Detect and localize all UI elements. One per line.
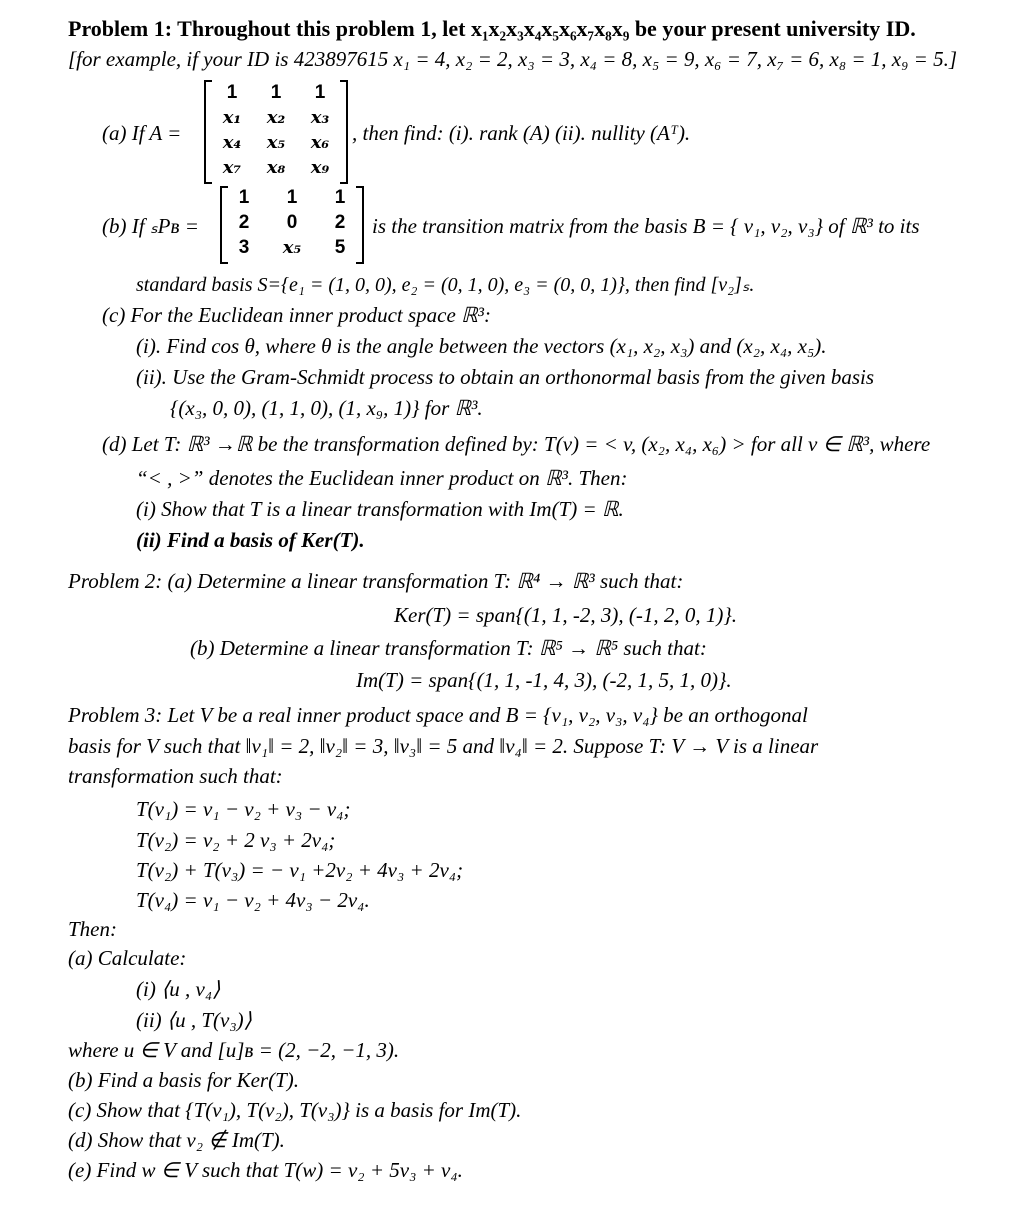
- problem-3-e: (e) Find w ∈ V such that T(w) = v₂ + 5v₃ + v₄.: [68, 1158, 463, 1182]
- part-b-question-cont: standard basis S={e₁ = (1, 0, 0), e₂ = (0, 1, 0), e₃ = (0, 0, 1)}, then find [v₂]ₛ.: [136, 274, 755, 296]
- matrix-a-cell: x₈: [266, 157, 286, 178]
- matrix-b-cell: 0: [286, 212, 298, 233]
- matrix-a-cell: x₁: [222, 107, 242, 128]
- part-d-ii: (ii) Find a basis of Ker(T).: [136, 528, 365, 552]
- matrix-a-cell: 1: [226, 82, 238, 103]
- problem-3-where: where u ∈ V and [u]ʙ = (2, −2, −1, 3).: [68, 1038, 400, 1062]
- then-label: Then:: [68, 917, 117, 941]
- matrix-b-cell: 5: [334, 237, 346, 258]
- matrix-a-cell: x₉: [310, 157, 330, 178]
- part-c-ii: (ii). Use the Gram-Schmidt process to obtain an orthonormal basis from the given basis: [136, 365, 875, 389]
- problem-3-a-i: (i) ⟨u , v₄⟩: [136, 977, 221, 1001]
- part-a-question: , then find: (i). rank (A) (ii). nullity (Aᵀ).: [352, 121, 691, 145]
- equation-4: T(v₄) = v₁ − v₂ + 4v₃ − 2v₄.: [136, 888, 370, 912]
- problem-3-heading: Problem 3: Let V be a real inner product space and B = {v₁, v₂, v₃, v₄} be an orthogonal: [68, 703, 808, 727]
- part-a-prefix: (a) If A =: [102, 121, 182, 145]
- matrix-a: [204, 80, 348, 184]
- problem-2-heading: Problem 2: (a) Determine a linear transformation T: ℝ⁴ → ℝ³ such that:: [68, 569, 684, 593]
- matrix-a-cell: x₄: [222, 132, 242, 153]
- matrix-b-cell: 1: [334, 187, 346, 208]
- problem-3-b: (b) Find a basis for Ker(T).: [68, 1068, 299, 1092]
- problem-3-a-ii: (ii) ⟨u , T(v₃)⟩: [136, 1008, 252, 1032]
- part-d: (d) Let T: ℝ³ →ℝ be the transformation defined by: T(v) = < v, (x₂, x₄, x₆) > for all v ∈ ℝ³, where: [102, 432, 931, 456]
- matrix-a-cell: 1: [270, 82, 282, 103]
- equation-3: T(v₂) + T(v₃) = − v₁ +2v₂ + 4v₃ + 2v₄;: [136, 858, 464, 882]
- problem-2-b-im: Im(T) = span{(1, 1, -1, 4, 3), (-2, 1, 5, 1, 0)}.: [356, 668, 732, 692]
- problem-3-c: (c) Show that {T(v₁), T(v₂), T(v₃)} is a basis for Im(T).: [68, 1098, 522, 1122]
- problem-3-line-2: basis for V such that ‖v₁‖ = 2, ‖v₂‖ = 3, ‖v₃‖ = 5 and ‖v₄‖ = 2. Suppose T: V → V is a linear: [68, 734, 819, 758]
- problem-3-d: (d) Show that v₂ ∉ Im(T).: [68, 1128, 285, 1152]
- problem-2-b: (b) Determine a linear transformation T: ℝ⁵ → ℝ⁵ such that:: [190, 636, 707, 660]
- matrix-a-cell: 1: [314, 82, 326, 103]
- matrix-a-cell: x₂: [266, 107, 286, 128]
- equation-2: T(v₂) = v₂ + 2 v₃ + 2v₄;: [136, 828, 336, 852]
- matrix-b-cell: 2: [334, 212, 346, 233]
- matrix-a-cell: x₅: [266, 132, 286, 153]
- part-c-i: (i). Find cos θ, where θ is the angle between the vectors (x₁, x₂, x₃) and (x₂, x₄, x₅).: [136, 334, 827, 358]
- matrix-b-cell: 2: [238, 212, 250, 233]
- equation-1: T(v₁) = v₁ − v₂ + v₃ − v₄;: [136, 797, 351, 821]
- part-d-i: (i) Show that T is a linear transformation with Im(T) = ℝ.: [136, 497, 624, 521]
- matrix-b-cell: 1: [286, 187, 298, 208]
- matrix-b-cell: 1: [238, 187, 250, 208]
- problem-1-example: [for example, if your ID is 423897615 x₁ = 4, x₂ = 2, x₃ = 3, x₄ = 8, x₅ = 9, x₆ = 7, x₇ = 6, x₈ = 1, x₉ = 5.]: [68, 47, 958, 71]
- matrix-b-cell: x₅: [282, 237, 302, 258]
- part-b-prefix: (b) If ₛPʙ =: [102, 214, 199, 238]
- matrix-a-cell: x₃: [310, 107, 330, 128]
- part-c: (c) For the Euclidean inner product space ℝ³:: [102, 303, 491, 327]
- matrix-a-cell: x₇: [222, 157, 242, 178]
- matrix-a-cell: x₆: [310, 132, 330, 153]
- problem-3-a: (a) Calculate:: [68, 946, 187, 970]
- part-b-question: is the transition matrix from the basis B = { v₁, v₂, v₃} of ℝ³ to its: [372, 214, 920, 238]
- problem-2-a-ker: Ker(T) = span{(1, 1, -2, 3), (-1, 2, 0, 1)}.: [394, 603, 738, 627]
- problem-3-line-3: transformation such that:: [68, 764, 283, 788]
- problem-1-heading: Problem 1: Throughout this problem 1, let x₁x₂x₃x₄x₅x₆x₇x₈x₉ be your present university ID.: [68, 16, 916, 41]
- part-c-ii-basis: {(x₃, 0, 0), (1, 1, 0), (1, x₉, 1)} for ℝ³.: [170, 396, 483, 420]
- matrix-b: [220, 186, 364, 264]
- part-d-cont: “< , >” denotes the Euclidean inner product on ℝ³. Then:: [136, 466, 628, 490]
- matrix-b-cell: 3: [238, 237, 250, 258]
